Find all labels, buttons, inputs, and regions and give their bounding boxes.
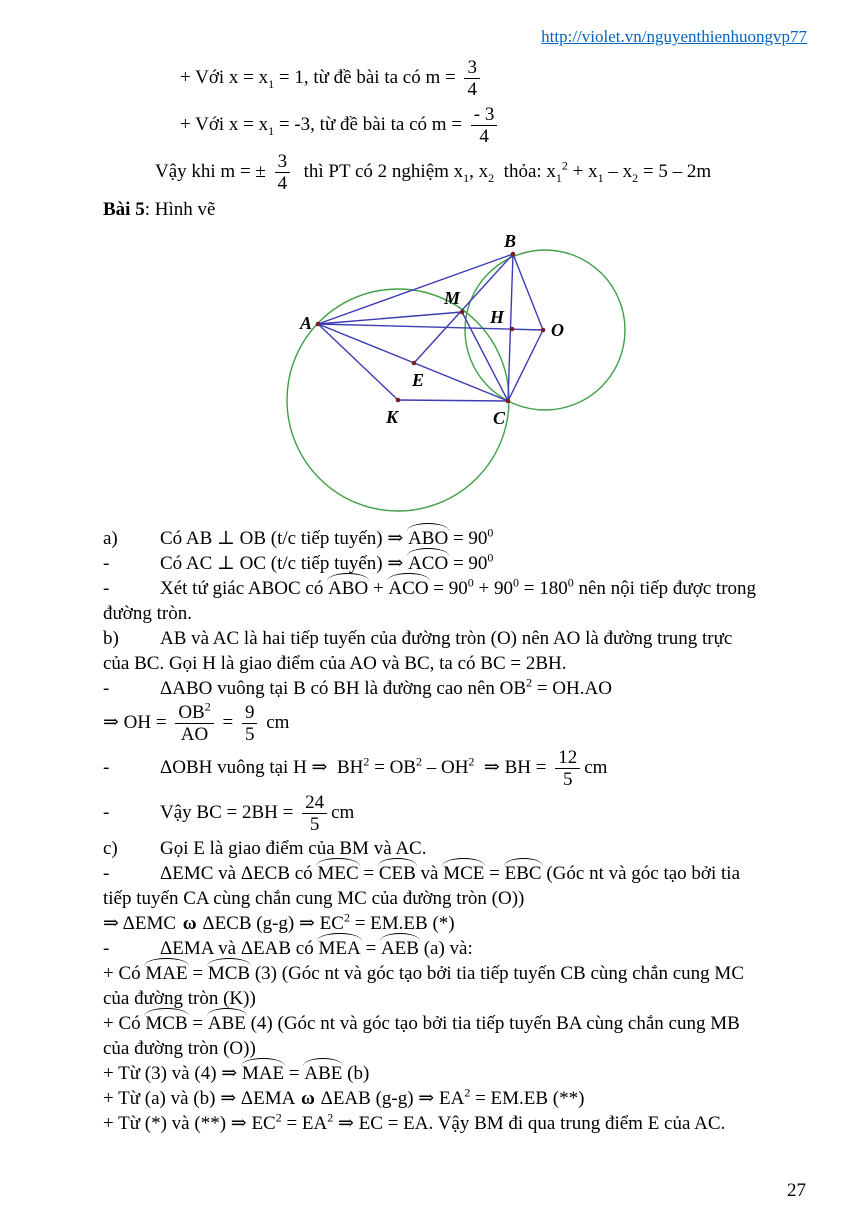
figure-segment-AO <box>318 324 543 330</box>
solution-line <box>103 601 807 626</box>
line-text: ΔEMC và ΔECB có MEC = CEB và MCE = EBC (Góc nt và góc tạo bởi tia <box>160 863 740 884</box>
figure-label-A: A <box>299 313 312 333</box>
line-text: của BC. Gọi H là giao điểm của AO và BC, ta có BC = 2BH. <box>103 653 567 674</box>
solution-line <box>103 1111 807 1136</box>
figure-point-M <box>460 310 465 315</box>
geometry-figure <box>103 226 807 518</box>
figure-segment-BO <box>513 254 543 330</box>
line-text: + Từ (a) và (b) ⇒ ΔEMA ω ΔEAB (g-g) ⇒ $EA^2 = EM.EB$ (**) <box>103 1085 585 1109</box>
figure-point-O <box>541 328 546 333</box>
line-marker: - <box>103 863 110 884</box>
line-text: ⇒ ΔEMC ω ΔECB (g-g) ⇒ $EC^2 = EM.EB$ (*) <box>103 910 455 934</box>
line-marker: - <box>103 553 110 574</box>
figure-label-O: O <box>551 320 564 340</box>
line-marker: b) <box>103 628 119 649</box>
line-marker: - <box>103 678 110 699</box>
line-marker: - <box>103 756 110 778</box>
intro-line-3-text: Vậy khi m = ± $\frac{3}{4}$ thì PT có 2 nghiệm $x_1$, $x_2$ thỏa: $x_1^2 + x_1 - x_2 = 5 - 2m$ <box>155 151 712 194</box>
line-marker: - <box>103 938 110 959</box>
solution-line <box>103 576 807 601</box>
solution-line <box>103 551 807 576</box>
figure-label-E: E <box>411 370 425 390</box>
solution-line <box>103 626 807 651</box>
figure-segment-CK <box>398 400 508 401</box>
line-text: ΔEMA và ΔEAB có MEA = AEB (a) và: <box>160 938 473 959</box>
figure-point-A <box>316 322 321 327</box>
line-text: Có AC ⊥ OC (t/c tiếp tuyến) ⇒ ACO = $90^0$ <box>160 550 494 574</box>
figure-label-C: C <box>492 408 506 428</box>
line-text: AB và AC là hai tiếp tuyến của đường tròn (O) nên AO là đường trung trực <box>160 628 733 649</box>
figure-point-B <box>511 252 516 257</box>
problem-title <box>103 197 807 222</box>
figure-point-H <box>510 327 515 332</box>
line-text: đường tròn. <box>103 603 192 624</box>
line-text: + Có MCB = ABE (4) (Góc nt và góc tạo bởi tia tiếp tuyến BA cùng chắn cung MB <box>103 1013 740 1034</box>
figure-segment-AB <box>318 254 513 324</box>
figure-label-B: B <box>503 231 517 251</box>
line-text: Vậy BC = 2BH = $\frac{24}{5}$ cm <box>160 792 355 835</box>
solution-line <box>103 1036 807 1061</box>
solution-line <box>103 1086 807 1111</box>
solution-line <box>103 961 807 986</box>
line-text: Xét tứ giác ABOC có ABO + ACO = $90^0 + 90^0 = 180^0$ nên nội tiếp được trong <box>160 575 757 599</box>
solution-line <box>103 791 807 836</box>
website-link[interactable]: http://violet.vn/nguyenthienhuongvp77 <box>541 27 807 46</box>
line-marker: - <box>103 578 110 599</box>
figure-label-M: M <box>443 288 460 308</box>
figure-label-H: H <box>489 307 505 327</box>
line-text: của đường tròn (O)) <box>103 1038 256 1059</box>
intro-line-2-text: + Với $x = x_1 = -3$, từ đề bài ta có m = $\frac{- 3}{4}$ <box>180 114 501 135</box>
intro-line-3 <box>103 150 807 195</box>
solution-line <box>103 911 807 936</box>
figure-segment-AM <box>318 312 462 324</box>
line-marker: - <box>103 801 110 823</box>
page-number: 27 <box>787 1180 806 1201</box>
solution-line <box>103 986 807 1011</box>
line-text: Có AB ⊥ OB (t/c tiếp tuyến) ⇒ ABO = $90^0$ <box>160 525 494 549</box>
problem-title-text: Bài 5: Hình vẽ <box>103 199 216 220</box>
line-text: + Từ (3) và (4) ⇒ MAE = ABE (b) <box>103 1063 370 1084</box>
geometry-figure-svg <box>283 226 633 518</box>
line-text: của đường tròn (K)) <box>103 988 256 1009</box>
figure-point-K <box>396 398 401 403</box>
solution-line <box>103 861 807 886</box>
intro-line-1-text: + Với $x = x_1 = 1$, từ đề bài ta có m = $\frac{3}{4}$ <box>180 67 484 88</box>
solution-line <box>103 1011 807 1036</box>
solution-line <box>103 886 807 911</box>
line-text: ΔABO vuông tại B có BH là đường cao nên $OB^2 = OH.AO$ <box>160 675 612 699</box>
figure-segment-AK <box>318 324 398 400</box>
figure-label-K: K <box>385 407 399 427</box>
solution-line <box>103 1061 807 1086</box>
solution-line <box>103 701 807 746</box>
intro-line-1 <box>103 56 807 101</box>
solution-line <box>103 836 807 861</box>
figure-point-C <box>506 399 511 404</box>
header-link-line <box>103 26 807 48</box>
line-text: ⇒ OH = $\frac{OB^2}{AO}$ = $\frac{9}{5}$ cm <box>103 699 290 745</box>
figure-point-E <box>412 361 417 366</box>
line-text: Gọi E là giao điểm của BM và AC. <box>160 838 427 859</box>
intro-line-2 <box>103 103 807 148</box>
solution-line <box>103 526 807 551</box>
line-text: tiếp tuyến CA cùng chắn cung MC của đường tròn (O)) <box>103 888 525 909</box>
solution-line <box>103 746 807 791</box>
line-text: ΔOBH vuông tại H ⇒ $BH^2 = OB^2 - OH^2$ ⇒ BH = $\frac{12}{5}$ cm <box>160 747 608 790</box>
figure-segment-CO <box>508 330 543 401</box>
solution-line <box>103 676 807 701</box>
line-text: + Có MAE = MCB (3) (Góc nt và góc tạo bởi tia tiếp tuyến CB cùng chắn cung MC <box>103 963 745 984</box>
line-marker: c) <box>103 838 118 859</box>
solution-line <box>103 651 807 676</box>
line-text: + Từ (*) và (**) ⇒ $EC^2 = EA^2$ ⇒ EC = EA. Vậy BM đi qua trung điểm E của AC. <box>103 1110 726 1134</box>
line-marker: a) <box>103 528 118 549</box>
solution-line <box>103 936 807 961</box>
